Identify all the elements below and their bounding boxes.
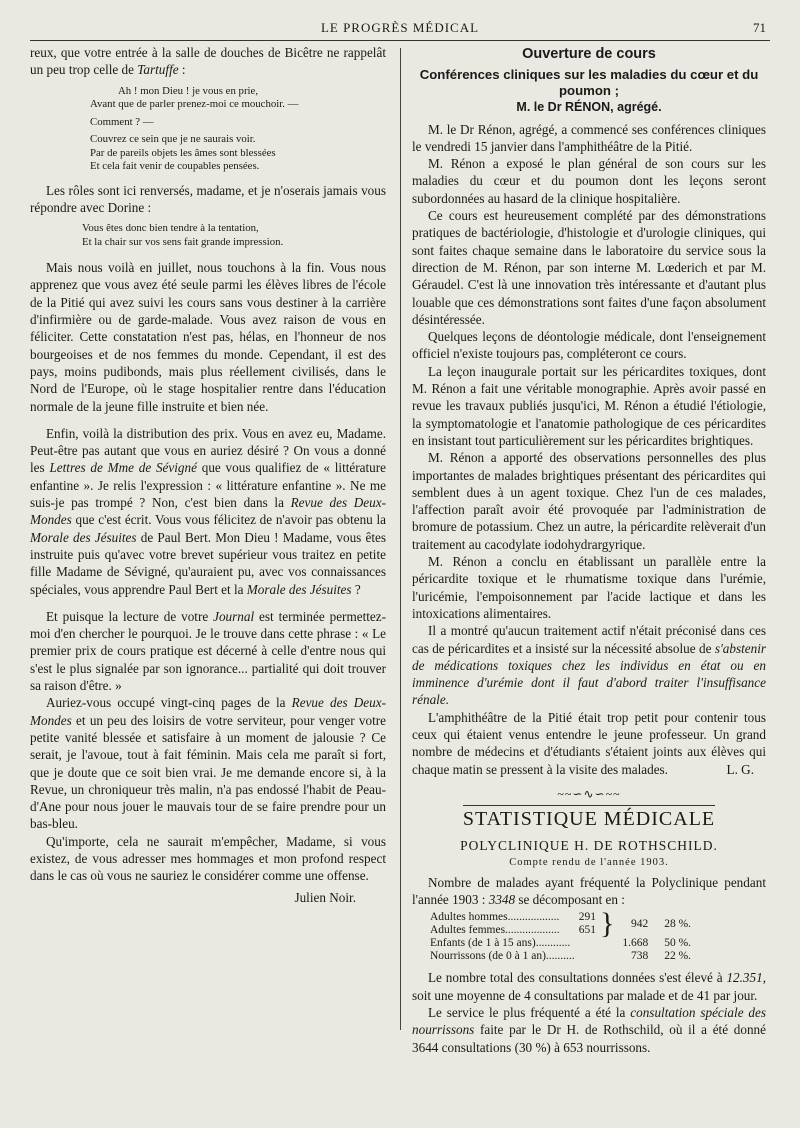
text: et un peu des loisirs de votre serviteur, pour venger votre petite vanité blessée et satisfaire à un moment de jalousie ? Ce serait, je l'avoue, tout à fait féminin. Mais cela me paraît si fort, que je doute que ce soit bien vrai. Je me demande encore si, à la Revue, un chroniqueur très malin, n'a pas endossé l'habit de Peau-d'Ane pour nous jouer le mauvais tour de se faire prendre pour un bas-bleu. <box>30 712 386 832</box>
verse-quote <box>30 85 386 174</box>
work-title: Tartuffe <box>137 62 179 78</box>
page-header <box>30 14 770 41</box>
initials-signature: L. G. <box>726 761 754 777</box>
text: que c'est écrit. Vous vous félicitez de n'avoir pas obtenu la <box>71 512 386 528</box>
text: Et puisque la lecture de votre <box>46 608 214 624</box>
work-title: Revue des Deux-Mondes <box>30 695 386 728</box>
text: se décomposant en : <box>515 892 625 908</box>
adults-total: 942 <box>630 917 649 930</box>
paragraph: M. Rénon a conclu en établissant un parallèle entre la péricardite toxique et le rhumatisme toxique dans l'urémie, l'uricémie, l'empoisonnement par l'acide lactique et dans les intoxications alimentaires. <box>412 554 766 621</box>
verse-line: Et la chair sur vos sens fait grande impression. <box>82 235 284 248</box>
paragraph: M. le Dr Rénon, agrégé, a commencé ses conférences cliniques le vendredi 15 janvier dans l'amphithéâtre de la Pitié. <box>412 121 766 154</box>
text: Le service le plus fréquenté a été la <box>428 1004 631 1020</box>
adults-percent: 28 %. <box>664 917 692 930</box>
emphasis: consultation spéciale des nourrissons <box>412 1004 766 1038</box>
paragraph: Quelques leçons de déontologie médicale, dont l'enseignement officiel n'existe toujours pas, compléteront ce cours. <box>412 329 766 362</box>
table-row <box>428 937 693 950</box>
row-value: 651 <box>578 924 596 937</box>
text: que vous qualifiez de « littérature enfantine ». Je relis l'expression : « littérature enfantine ». Ne me suis-je pas trompé ? Non, c'est bien dans la <box>30 460 386 511</box>
row-value: 738 <box>630 950 649 963</box>
row-label: Enfants (de 1 à 15 ans)............ <box>430 937 571 950</box>
lecturer-name: M. le Dr RÉNON, agrégé. <box>516 100 662 115</box>
text: est terminée permettez-moi d'en chercher le pourquoi. Je le trouve dans cette phrase : « Le premier prix de cours pratique est décerné à celle d'entre nous qui s'est le plus signalée par son ignorance... partialité qui doit trouver sa raison d'être. » <box>30 608 386 694</box>
right-column <box>412 44 766 1056</box>
lecture-title: Conférences cliniques sur les maladies du cœur et du poumon ; <box>419 67 759 99</box>
report-caption: Compte rendu de l'année 1903. <box>509 857 669 869</box>
row-label: Nourrissons (de 0 à 1 an).......... <box>430 950 575 963</box>
verse-line: Ah ! mon Dieu ! je vous en prie, <box>118 84 259 97</box>
paragraph <box>30 425 386 598</box>
signature: Julien Noir. <box>294 889 356 905</box>
text: Enfin, voilà la distribution des prix. Vous en avez eu, Madame. Peut-être pas autant que vous en auriez désiré ? On vous a donné les <box>30 425 386 476</box>
ornamental-separator: ~~∽∿∽~~ <box>557 786 621 801</box>
work-title: Revue des Deux-Mondes <box>30 495 386 528</box>
paragraph <box>412 622 766 708</box>
verse-line: Couvrez ce sein que je ne saurais voir. <box>90 133 256 146</box>
row-value: 1.668 <box>622 937 649 950</box>
paragraph: Les rôles sont ici renversés, madame, et je n'oserais jamais vous répondre avec Dorine : <box>30 182 386 215</box>
work-title: Journal <box>213 608 255 624</box>
work-title: Morale des Jésuites <box>30 529 137 545</box>
text: de Paul Bert. Mon Dieu ! Madame, vous êtes instruite puis qu'avec votre brevet supérieur vous traitez en petite fille Madame de Sévigné, qu'auraient pu, avec vos connaissances spéciales, vous apprendre Paul Bert et la <box>30 529 386 597</box>
paragraph: Qu'importe, cela ne saurait m'empêcher, Madame, si vous existez, de vous adresser mes hommages et mon profond respect dans le cas où vous ne sauriez le considérer comme une offense. <box>30 833 386 884</box>
text: Il a montré qu'aucun traitement actif n'était préconisé dans ces cas de péricardites et a insisté sur la nécessité absolue de <box>412 623 766 656</box>
title-text: STATISTIQUE MÉDICALE <box>463 805 715 830</box>
brace: } <box>599 907 615 941</box>
number: 3348 <box>488 892 516 908</box>
paragraph: M. Rénon a exposé le plan général de son cours sur les maladies du cœur et du poumon dont les leçons seront subordonnées au hasard de la clinique hospitalière. <box>412 156 766 206</box>
verse-line: Par de pareils objets les âmes sont blessées <box>90 146 276 159</box>
table-row <box>428 911 693 924</box>
emphasis: s'abstenir de médications toxiques chez les individus en état ou en imminence d'urémie dont il faut d'abord traiter l'insuffisance rénale. <box>412 640 766 708</box>
column-divider <box>400 48 401 1030</box>
left-column <box>30 44 386 906</box>
text: Nombre de malades ayant fréquenté la Polyclinique pendant l'année 1903 : <box>412 874 766 908</box>
section-heading: Ouverture de cours <box>522 46 656 62</box>
paragraph <box>412 709 766 778</box>
row-percent: 22 %. <box>664 950 692 963</box>
text: L'amphithéâtre de la Pitié était trop petit pour contenir tous ceux qui étaient venus entendre le jeune professeur. Un grand nombre de médecins et d'étudiants s'étaient joints aux élèves qui chaque matin se pressent à la visite des malades. <box>412 709 766 777</box>
section-title <box>412 807 766 831</box>
paragraph <box>412 874 766 909</box>
section-subtitle: POLYCLINIQUE H. DE ROTHSCHILD. <box>460 838 718 854</box>
paragraph: M. Rénon a apporté des observations personnelles des plus importantes de malades brightiques présentant des péricardites qui semblent dues à un agent toxique. Chez l'un de ces malades, l'affection paraît avoir été provoquée par l'administration de bromure de potassium. Chez un autre, la péricardite relèverait d'un traitement au cacodylate iodohydrargyrique. <box>412 450 766 552</box>
text: ? <box>351 581 361 597</box>
paragraph <box>30 608 386 694</box>
table-row <box>428 950 693 963</box>
statistics-table <box>428 907 693 963</box>
paragraph <box>30 44 386 79</box>
verse-line: Vous êtes donc bien tendre à la tentation, <box>82 222 259 235</box>
verse-line: Et cela fait venir de coupables pensées. <box>90 160 260 173</box>
text: faite par le Dr H. de Rothschild, où il a été donné 3644 consultations (30 %) à 653 nourrissons. <box>412 1022 766 1055</box>
verse-line: Comment ? — <box>90 115 154 128</box>
paragraph <box>412 1004 766 1056</box>
number: 12.351 <box>726 970 763 986</box>
text: Le nombre total des consultations données s'est élevé à <box>428 970 727 986</box>
text: reux, que votre entrée à la salle de douches de Bicêtre ne rappelât un peu trop celle de <box>30 45 386 78</box>
journal-title: LE PROGRÈS MÉDICAL <box>320 20 480 35</box>
paragraph: La leçon inaugurale portait sur les péricardites toxiques, dont M. Rénon a fait une véritable monographie. Après avoir passé en revue les travaux publiés jusqu'ici, M. Rénon a étudié l'étiologie, la symptomatologie et l'anatomie pathologique de ces péricardites en insistant tout particulièrement sur les péricardites brightiques. <box>412 363 766 448</box>
work-title: Morale des Jésuites <box>246 581 352 597</box>
text: Auriez-vous occupé vingt-cinq pages de la <box>46 695 292 711</box>
work-title: Lettres de Mme de Sévigné <box>49 460 197 476</box>
row-label: Adultes hommes.................. <box>430 911 560 924</box>
page-number: 71 <box>753 20 766 35</box>
verse-line: Avant que de parler prenez-moi ce mouchoir. — <box>90 98 299 111</box>
paragraph <box>412 969 766 1004</box>
row-percent: 50 %. <box>664 937 692 950</box>
text: , soit une moyenne de 4 consultations par malade et de 41 par jour. <box>412 970 766 1003</box>
paragraph <box>30 694 386 832</box>
row-value: 291 <box>578 911 596 924</box>
verse-quote <box>30 222 386 249</box>
text: : <box>178 62 186 78</box>
paragraph: Ce cours est heureusement complété par des démonstrations pratiques de bactériologie, d'histologie et d'urologie cliniques, qui sont faites chaque semaine dans le laboratoire du service sous la direction de M. Rénon, par son interne M. Lœderich et par M. Géraudel. C'est là une innovation très intéressante et d'autant plus louable que ces démonstrations sont faites d'une façon absolument désintéressée. <box>412 208 766 327</box>
paragraph: Mais nous voilà en juillet, nous touchons à la fin. Vous nous apprenez que vous avez été seule parmi les élèves libres de l'école de la Pitié qui avez suivi les cours sans vous destiner à la carrière d'infirmière ou de garde-malade. Vous avez raison de vous en féliciter. Cette constatation n'est pas, hélas, en l'honneur de nos bourgeoises et de nos femmes du monde. Cependant, il est des pays, moins pudibonds, mais plus réellement civilisés, dans le Nord de l'Europe, où le stage hospitalier rentre dans l'éducation normale de la jeune fille instruite et bien née. <box>30 260 386 414</box>
row-label: Adultes femmes................... <box>430 924 560 937</box>
